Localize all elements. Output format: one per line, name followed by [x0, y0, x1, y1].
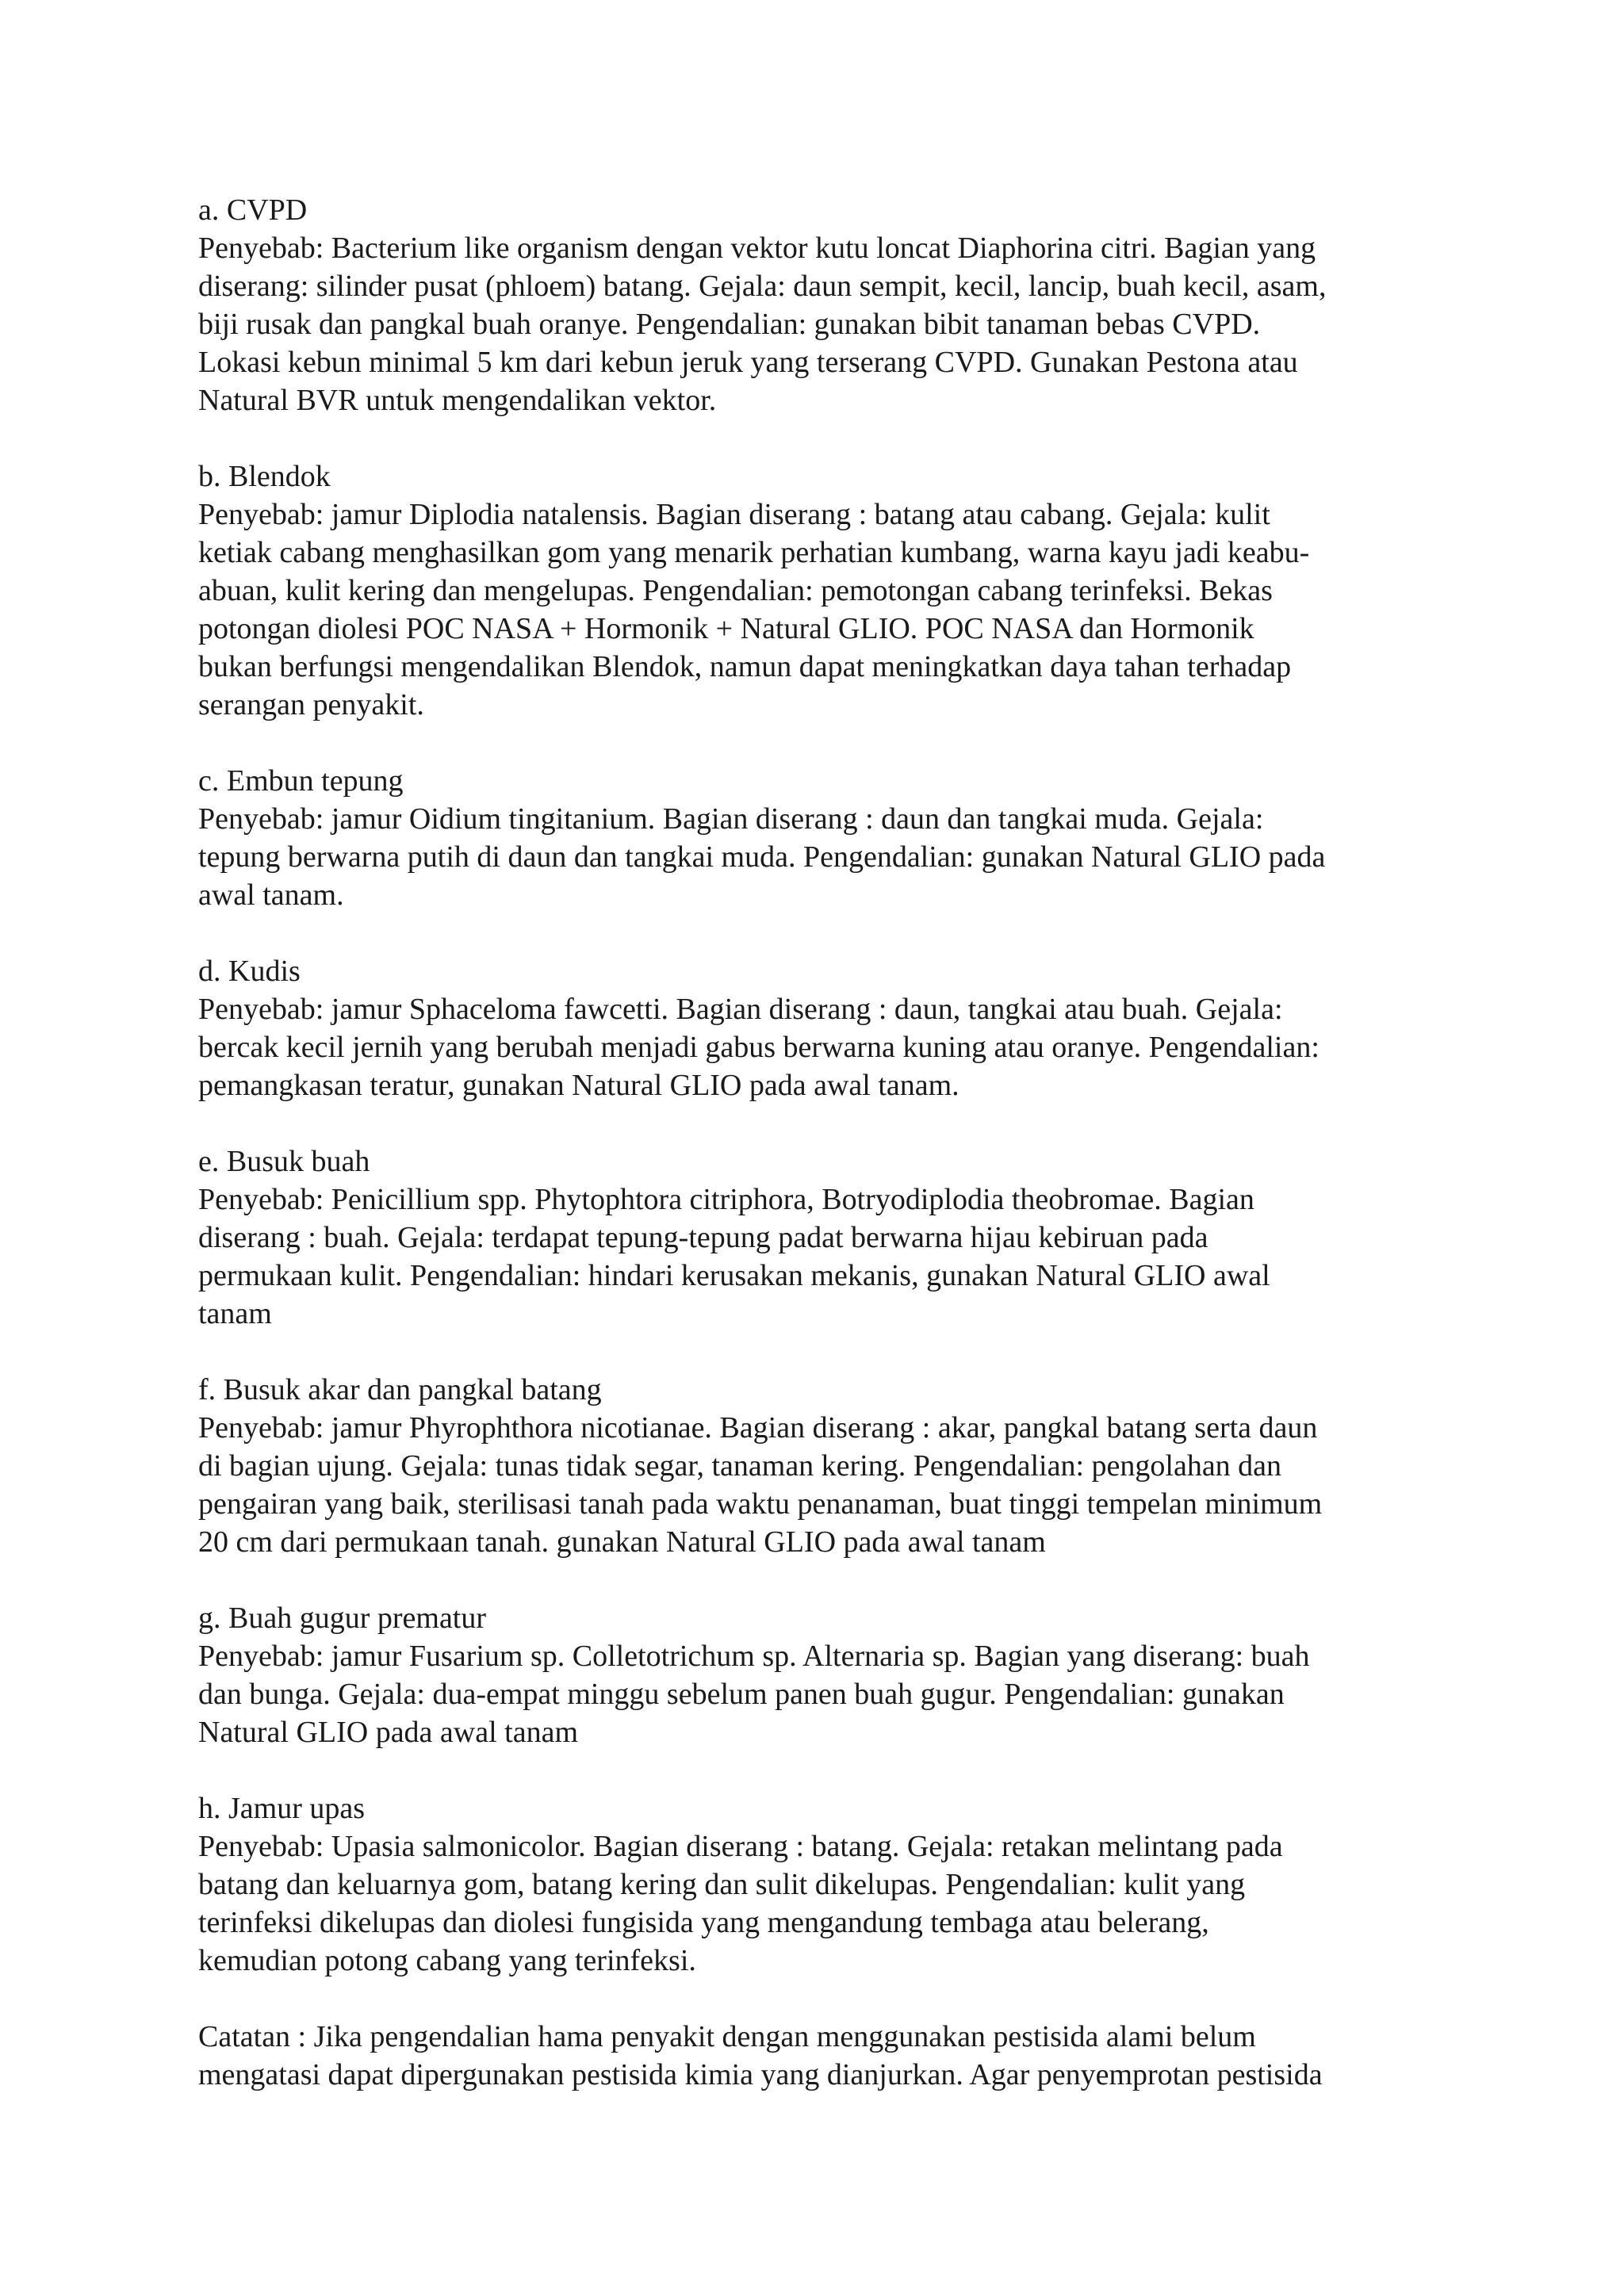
paragraph-line: Natural GLIO pada awal tanam — [198, 1716, 579, 1749]
paragraph-line: Penyebab: Bacterium like organism dengan vektor kutu loncat Diaphorina citri. Bagian yang — [198, 232, 1316, 265]
paragraph-line: pemangkasan teratur, gunakan Natural GLIO pada awal tanam. — [198, 1069, 959, 1102]
paragraph-line: tanam — [198, 1297, 272, 1330]
paragraph-line: bercak kecil jernih yang berubah menjadi gabus berwarna kuning atau oranye. Pengendalian: — [198, 1031, 1320, 1064]
paragraph-line: potongan diolesi POC NASA + Hormonik + Natural GLIO. POC NASA dan Hormonik — [198, 612, 1254, 645]
document-section — [198, 762, 1435, 914]
paragraph-line: Penyebab: Upasia salmonicolor. Bagian diserang : batang. Gejala: retakan melintang pada — [198, 1830, 1283, 1863]
paragraph-line: Penyebab: jamur Sphaceloma fawcetti. Bagian diserang : daun, tangkai atau buah. Gejala: — [198, 993, 1283, 1026]
paragraph-line: batang dan keluarnya gom, batang kering dan sulit dikelupas. Pengendalian: kulit yang — [198, 1868, 1246, 1901]
section-heading-line: h. Jamur upas — [198, 1792, 366, 1825]
document-section — [198, 1371, 1435, 1561]
paragraph-line: ketiak cabang menghasilkan gom yang menarik perhatian kumbang, warna kayu jadi keabu- — [198, 536, 1310, 569]
section-heading-line: b. Blendok — [198, 460, 331, 493]
paragraph-line: diserang: silinder pusat (phloem) batang. Gejala: daun sempit, kecil, lancip, buah kecil, asam, — [198, 270, 1327, 303]
section-heading-line: a. CVPD — [198, 193, 308, 227]
paragraph-line: abuan, kulit kering dan mengelupas. Pengendalian: pemotongan cabang terinfeksi. Bekas — [198, 574, 1273, 607]
paragraph-line: dan bunga. Gejala: dua-empat minggu sebelum panen buah gugur. Pengendalian: gunakan — [198, 1678, 1285, 1711]
paragraph-line: kemudian potong cabang yang terinfeksi. — [198, 1944, 696, 1977]
paragraph-line: pengairan yang baik, sterilisasi tanah pada waktu penanaman, buat tinggi tempelan minimum — [198, 1487, 1323, 1521]
paragraph-line: 20 cm dari permukaan tanah. gunakan Natural GLIO pada awal tanam — [198, 1525, 1046, 1559]
document-section — [198, 1142, 1435, 1333]
paragraph-line: Penyebab: jamur Diplodia natalensis. Bagian diserang : batang atau cabang. Gejala: kulit — [198, 498, 1270, 531]
paragraph-line: Penyebab: jamur Phyrophthora nicotianae. Bagian diserang : akar, pangkal batang serta daun — [198, 1411, 1318, 1445]
paragraph-line: Natural BVR untuk mengendalikan vektor. — [198, 384, 717, 417]
paragraph-line: mengatasi dapat dipergunakan pestisida kimia yang dianjurkan. Agar penyemprotan pestisida — [198, 2058, 1323, 2091]
paragraph-line: tepung berwarna putih di daun dan tangkai muda. Pengendalian: gunakan Natural GLIO pada — [198, 840, 1326, 874]
section-heading-line: c. Embun tepung — [198, 764, 404, 798]
document-section — [198, 2018, 1435, 2094]
section-heading-line: d. Kudis — [198, 955, 301, 988]
document-section — [198, 1789, 1435, 1980]
document-section — [198, 952, 1435, 1104]
paragraph-line: Penyebab: jamur Oidium tingitanium. Bagian diserang : daun dan tangkai muda. Gejala: — [198, 802, 1264, 836]
section-heading-line: f. Busuk akar dan pangkal batang — [198, 1373, 602, 1406]
paragraph-line: serangan penyakit. — [198, 688, 424, 721]
document-section — [198, 1599, 1435, 1751]
paragraph-line: permukaan kulit. Pengendalian: hindari kerusakan mekanis, gunakan Natural GLIO awal — [198, 1259, 1270, 1292]
paragraph-line: biji rusak dan pangkal buah oranye. Pengendalian: gunakan bibit tanaman bebas CVPD. — [198, 308, 1261, 341]
section-heading-line: Catatan : Jika pengendalian hama penyakit dengan menggunakan pestisida alami belum — [198, 2020, 1256, 2053]
section-heading-line: g. Buah gugur prematur — [198, 1601, 487, 1635]
paragraph-line: Penyebab: Penicillium spp. Phytophtora citriphora, Botryodiplodia theobromae. Bagian — [198, 1183, 1254, 1216]
document-section — [198, 191, 1435, 419]
paragraph-line: di bagian ujung. Gejala: tunas tidak segar, tanaman kering. Pengendalian: pengolahan dan — [198, 1449, 1282, 1483]
paragraph-line: awal tanam. — [198, 878, 344, 912]
paragraph-line: Lokasi kebun minimal 5 km dari kebun jeruk yang terserang CVPD. Gunakan Pestona atau — [198, 346, 1298, 379]
paragraph-line: diserang : buah. Gejala: terdapat tepung-tepung padat berwarna hijau kebiruan pada — [198, 1221, 1208, 1254]
document-section — [198, 457, 1435, 724]
section-heading-line: e. Busuk buah — [198, 1145, 370, 1178]
document-body — [198, 191, 1435, 2132]
paragraph-line: Penyebab: jamur Fusarium sp. Colletotrichum sp. Alternaria sp. Bagian yang diserang: buah — [198, 1640, 1310, 1673]
paragraph-line: bukan berfungsi mengendalikan Blendok, namun dapat meningkatkan daya tahan terhadap — [198, 650, 1292, 683]
paragraph-line: terinfeksi dikelupas dan diolesi fungisida yang mengandung tembaga atau belerang, — [198, 1906, 1209, 1939]
